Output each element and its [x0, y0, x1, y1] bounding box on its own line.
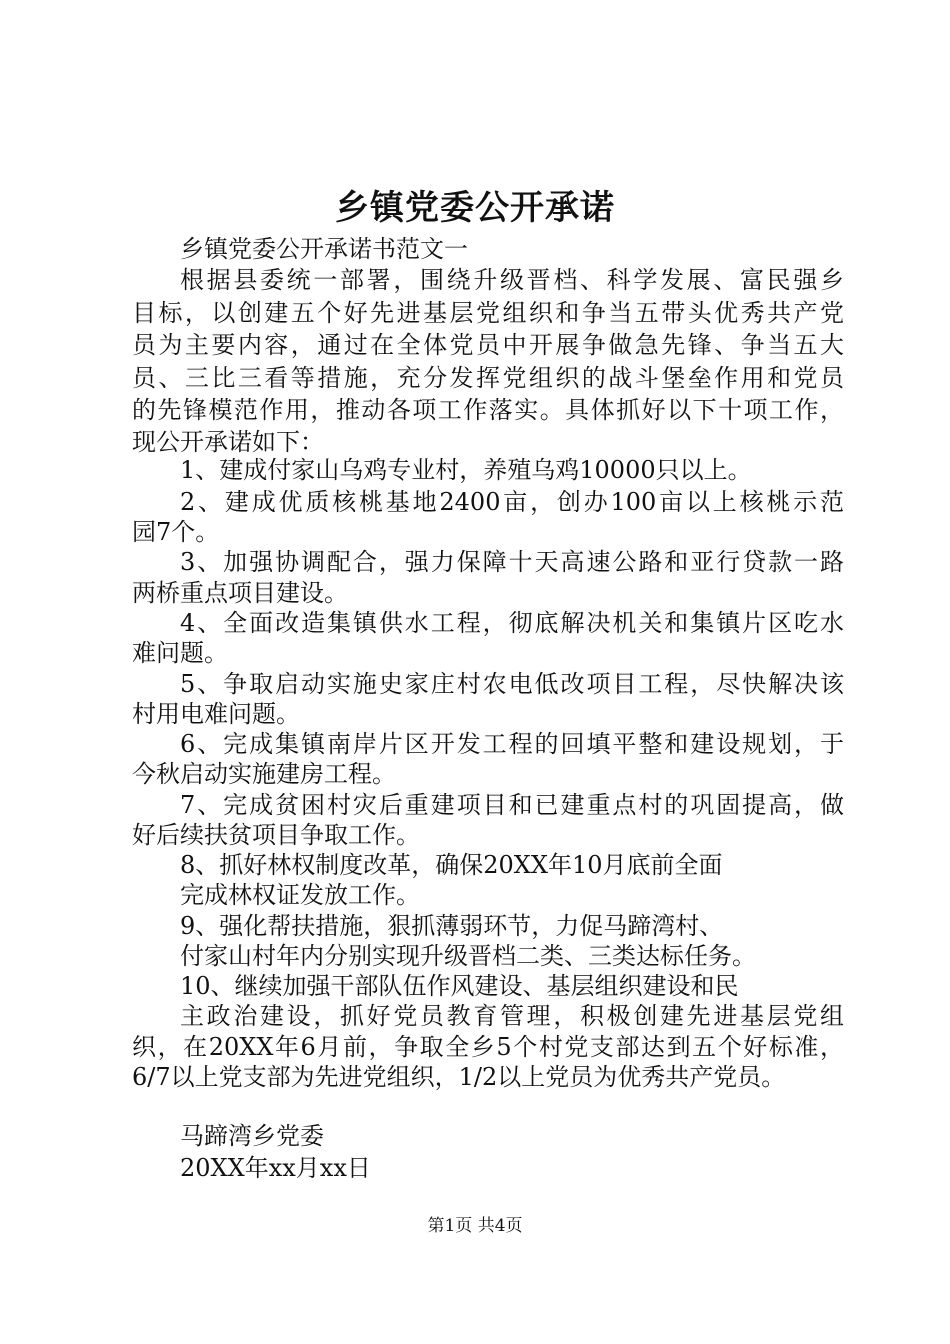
body-line: 员为主要内容，通过在全体党员中开展争做急先锋、争当五大 — [132, 331, 844, 359]
list-item-cont: 织，在20XX年6月前，争取全乡5个村党支部达到五个好标准， — [132, 1033, 844, 1061]
body-line: 根据县委统一部署，围绕升级晋档、科学发展、富民强乡 — [180, 266, 844, 294]
list-item: 1、建成付家山乌鸡专业村，养殖乌鸡10000只以上。 — [180, 456, 752, 484]
page-footer: 第1页 共4页 — [427, 1216, 523, 1236]
list-item: 6、完成集镇南岸片区开发工程的回填平整和建设规划，于 — [180, 730, 844, 758]
signature-org: 马蹄湾乡党委 — [180, 1122, 324, 1150]
list-item-cont: 今秋启动实施建房工程。 — [132, 760, 396, 788]
list-item-cont: 难问题。 — [132, 639, 228, 667]
list-item-cont: 主政治建设，抓好党员教育管理，积极创建先进基层党组 — [180, 1002, 844, 1030]
body-line: 现公开承诺如下： — [132, 428, 324, 456]
list-item-cont: 村用电难问题。 — [132, 700, 300, 728]
list-item: 7、完成贫困村灾后重建项目和已建重点村的巩固提高，做 — [180, 791, 844, 819]
list-item-cont: 付家山村年内分别实现升级晋档二类、三类达标任务。 — [180, 942, 756, 970]
subtitle-line: 乡镇党委公开承诺书范文一 — [180, 235, 468, 263]
page-title: 乡镇党委公开承诺 — [335, 188, 615, 228]
list-item: 2、建成优质核桃基地2400亩，创办100亩以上核桃示范 — [180, 488, 844, 516]
list-item: 8、抓好林权制度改革，确保20XX年10月底前全面 — [180, 851, 723, 879]
list-item-cont: 完成林权证发放工作。 — [180, 881, 420, 909]
list-item: 5、争取启动实施史家庄村农电低改项目工程，尽快解决该 — [180, 670, 844, 698]
list-item-cont: 园7个。 — [132, 518, 220, 546]
body-line: 目标，以创建五个好先进基层党组织和争当五带头优秀共产党 — [132, 299, 844, 327]
list-item: 4、全面改造集镇供水工程，彻底解决机关和集镇片区吃水 — [180, 609, 844, 637]
body-line: 的先锋模范作用，推动各项工作落实。具体抓好以下十项工作， — [132, 396, 844, 424]
signature-date: 20XX年xx月xx日 — [180, 1154, 371, 1182]
list-item: 3、加强协调配合，强力保障十天高速公路和亚行贷款一路 — [180, 548, 844, 576]
list-item-cont: 两桥重点项目建设。 — [132, 579, 348, 607]
body-line: 员、三比三看等措施，充分发挥党组织的战斗堡垒作用和党员 — [132, 364, 844, 392]
list-item: 9、强化帮扶措施，狠抓薄弱环节，力促马蹄湾村、 — [180, 912, 724, 940]
list-item-cont: 6/7以上党支部为先进党组织，1/2以上党员为优秀共产党员。 — [132, 1063, 786, 1091]
list-item: 10、继续加强干部队伍作风建设、基层组织建设和民 — [180, 972, 739, 1000]
list-item-cont: 好后续扶贫项目争取工作。 — [132, 821, 420, 849]
